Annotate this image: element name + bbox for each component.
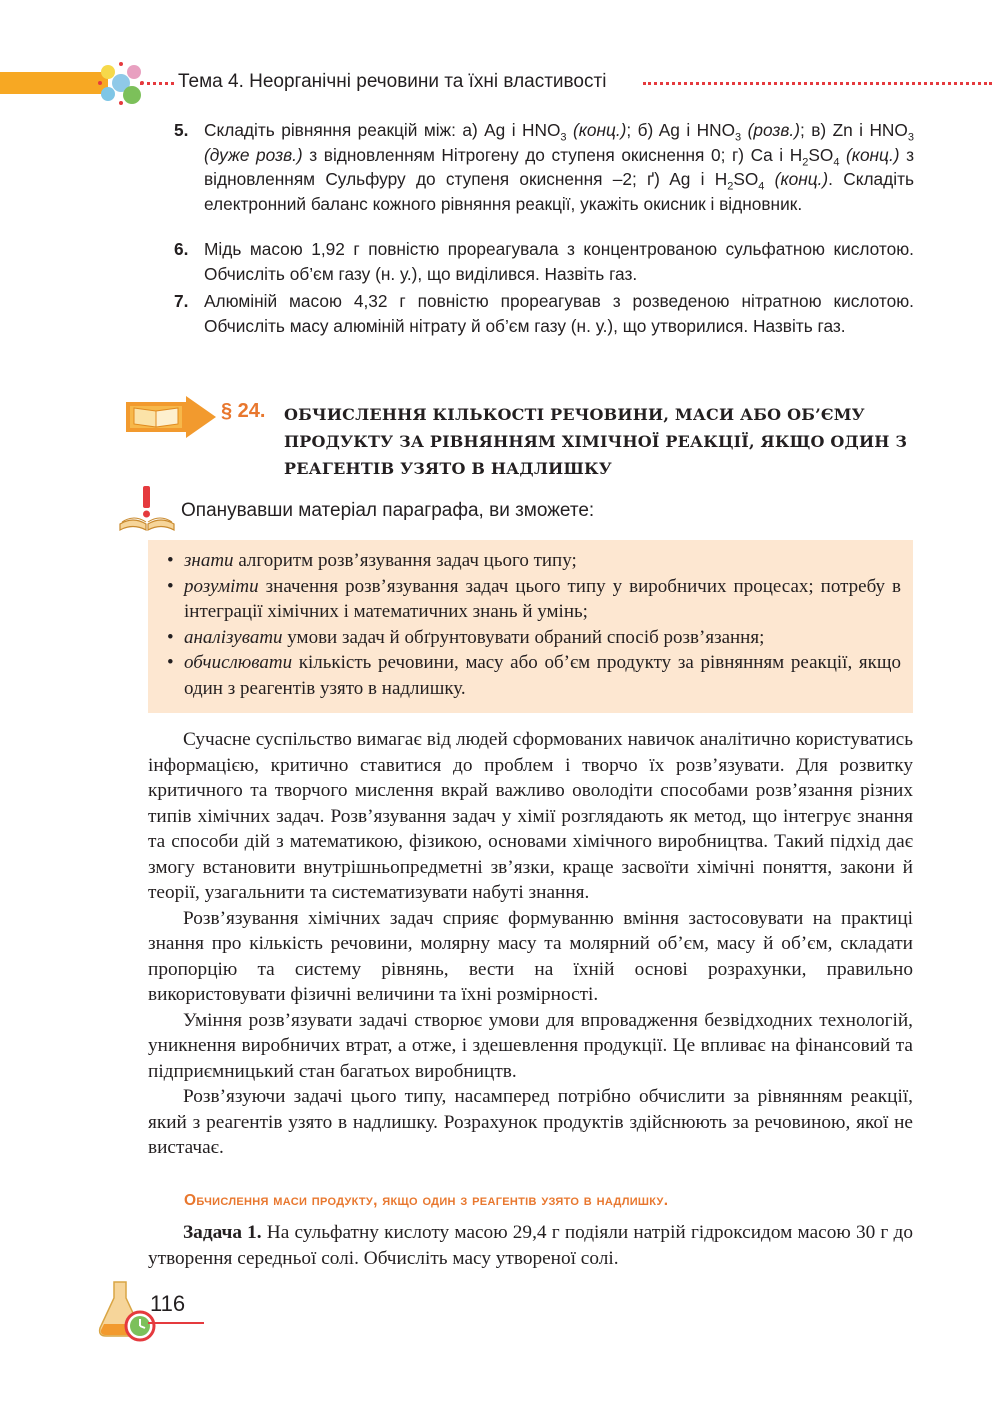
objective-item: • обчислювати кількість речовини, масу або об’єм продукту за рівнянням реакції, якщо один з реагентів узято в надлишку. bbox=[184, 650, 901, 701]
objectives-lead: Опанувавши матеріал параграфа, ви зможете: bbox=[181, 500, 595, 521]
paragraph: Сучасне суспільство вимагає від людей сформованих навичок аналітично користуватись інформацією, критично ставитися до проблем і творчо їх розв’язувати. Для розвитку критичного та творчого мислення вкрай важливо оволодіти способами розв’язання різних типів хімічних задач. Розв’язування задач у хімії розглядають як метод, що інтегрує знання та способи дій з математикою, фізикою, основами хімічного виробництва. Такий підхід дає змогу встановити внутрішньопредметні зв’язки, краще засвоїти хімічні поняття, закони й теорії, узагальнити та систематизувати набуті знання. bbox=[148, 729, 913, 903]
open-book-exclamation-icon bbox=[118, 486, 176, 532]
footer-rule bbox=[148, 1322, 204, 1324]
section-title: ОБЧИСЛЕННЯ КІЛЬКОСТІ РЕЧОВИНИ, МАСИ АБО ОБ’ЄМУ ПРОДУКТУ ЗА РІВНЯННЯМ ХІМІЧНОЇ РЕАКЦІЇ, ЯКЩО ОДИН З РЕАГЕНТІВ УЗЯТО В НАДЛИШКУ bbox=[284, 405, 908, 478]
task-label: Задача 1. bbox=[183, 1222, 262, 1243]
body-text bbox=[148, 727, 913, 1161]
header-accent-bar bbox=[0, 72, 108, 94]
book-arrow-icon bbox=[122, 396, 218, 438]
header-dots-right bbox=[643, 82, 992, 85]
exercise-number: 5. bbox=[174, 120, 189, 140]
header-title: Тема 4. Неорганічні речовини та їхні властивості bbox=[178, 71, 607, 92]
section-number: § 24. bbox=[221, 400, 266, 422]
exercise-7 bbox=[174, 289, 914, 338]
task-1 bbox=[148, 1220, 913, 1271]
objectives-box bbox=[148, 540, 913, 713]
objective-item: • знати алгоритм розв’язування задач цього типу; bbox=[184, 548, 901, 574]
objectives-list bbox=[148, 540, 913, 701]
subheading: Обчислення маси продукту, якщо один з реагентів узято в надлишку. bbox=[184, 1192, 669, 1209]
exercise-6 bbox=[174, 237, 914, 286]
objective-item: • розуміти значення розв’язування задач цього типу у виробничих процесах; потребу в інтеграції хімічних і математичних знань й умінь; bbox=[184, 574, 901, 625]
paragraph: Уміння розв’язувати задачі створює умови для впровадження безвідходних технологій, уникнення виробничих втрат, а отже, і здешевлення продукції. Це впливає на фінансовий та підприємницький стан багатьох виробництв. bbox=[148, 1009, 913, 1082]
exercise-text: Мідь масою 1,92 г повністю прореагувала з концентрованою сульфатною кислотою. Обчисліть об’єм газу (н. у.), що виділився. Назвіть газ. bbox=[204, 239, 914, 284]
paragraph: Розв’язуючи задачі цього типу, насамперед потрібно обчислити за рівнянням реакції, який з реагентів узято в надлишку. Розрахунок продуктів здійснюють за речовиною, якої не вистачає. bbox=[148, 1086, 913, 1158]
objective-item: • аналізувати умови задач й обґрунтовувати обраний спосіб розв’язання; bbox=[184, 625, 901, 651]
exercise-5 bbox=[174, 118, 914, 216]
paragraph: Розв’язування хімічних задач сприяє формуванню вміння застосовувати на практиці знання про кількість речовини, молярну масу та молярний об’єм, масу й об’єм, складати пропорцію та систему рівнянь, вести на їхній основі розрахунки, правильно використовувати фізичні величини та їхні розмірності. bbox=[148, 907, 913, 1005]
exercise-number: 6. bbox=[174, 239, 189, 259]
task-text: На сульфатну кислоту масою 29,4 г подіяли натрій гідроксидом масою 30 г до утворення середньої солі. Обчисліть масу утвореної солі. bbox=[148, 1222, 913, 1269]
exercise-text: Алюміній масою 4,32 г повністю прореагував з розведеною нітратною кислотою. Обчисліть масу алюміній нітрату й об’єм газу (н. у.), що утворилися. Назвіть газ. bbox=[204, 291, 914, 336]
page-number: 116 bbox=[150, 1291, 186, 1316]
exercise-text: Складіть рівняння реакцій між: а) Ag і $HNO_3$ (конц.); б) Ag і $HNO_3$ (розв.); в) Zn і $HNO_3$ (дуже розв.) з відновленням Нітрогену до ступеня окиснення 0; г) Ca і $H_2SO_4$ (конц.) з відновленням Сульфуру до ступеня окиснення –2; ґ) Ag і $H_2SO_4$ (конц.). Складіть електронний баланс кожного рівняння реакції, укажіть окисник і відновник. bbox=[204, 120, 915, 214]
header-dots-left bbox=[140, 82, 174, 85]
exercise-number: 7. bbox=[174, 291, 189, 311]
